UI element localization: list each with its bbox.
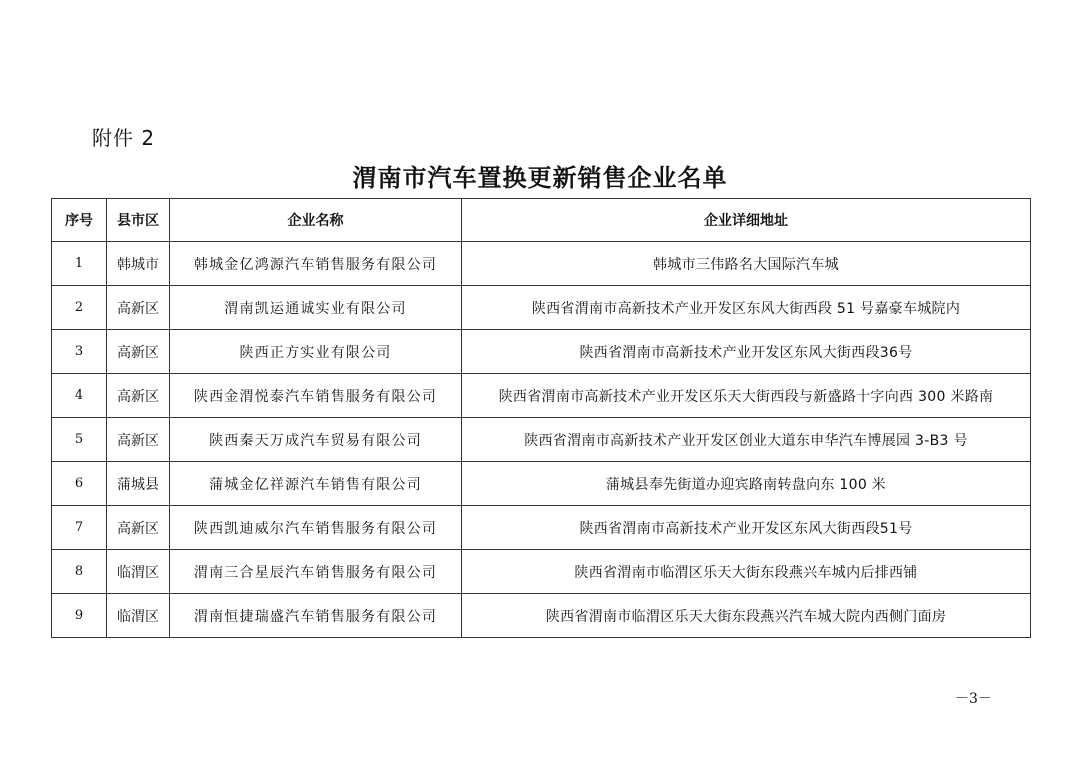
row-company: 渭南三合星辰汽车销售服务有限公司 [170, 550, 462, 594]
table-row [52, 330, 1031, 374]
row-district: 高新区 [107, 418, 170, 462]
row-district: 高新区 [107, 286, 170, 330]
row-company: 渭南恒捷瑞盛汽车销售服务有限公司 [170, 594, 462, 638]
row-address: 陕西省渭南市高新技术产业开发区乐天大街西段与新盛路十字向西 300 米路南 [462, 374, 1031, 418]
row-company: 陕西凯迪威尔汽车销售服务有限公司 [170, 506, 462, 550]
row-index: 1 [52, 242, 107, 286]
table-row [52, 374, 1031, 418]
row-address: 陕西省渭南市高新技术产业开发区创业大道东申华汽车博展园 3-B3 号 [462, 418, 1031, 462]
row-index: 2 [52, 286, 107, 330]
header-company: 企业名称 [170, 199, 462, 242]
row-district: 高新区 [107, 374, 170, 418]
company-list-table [51, 198, 1031, 638]
row-address: 陕西省渭南市高新技术产业开发区东风大街西段51号 [462, 506, 1031, 550]
row-address: 蒲城县奉先街道办迎宾路南转盘向东 100 米 [462, 462, 1031, 506]
row-address: 陕西省渭南市临渭区乐天大街东段燕兴汽车城大院内西侧门面房 [462, 594, 1031, 638]
table-row [52, 506, 1031, 550]
row-address: 陕西省渭南市临渭区乐天大街东段燕兴车城内后排西铺 [462, 550, 1031, 594]
table-header-row [52, 199, 1031, 242]
row-company: 陕西金渭悦泰汽车销售服务有限公司 [170, 374, 462, 418]
row-index: 6 [52, 462, 107, 506]
table-row [52, 594, 1031, 638]
attachment-label: 附件 2 [92, 126, 156, 150]
table-row [52, 286, 1031, 330]
row-address: 韩城市三伟路名大国际汽车城 [462, 242, 1031, 286]
row-district: 韩城市 [107, 242, 170, 286]
header-index: 序号 [52, 199, 107, 242]
row-district: 蒲城县 [107, 462, 170, 506]
row-index: 4 [52, 374, 107, 418]
table-row [52, 418, 1031, 462]
table-row [52, 242, 1031, 286]
table-row [52, 550, 1031, 594]
header-district: 县市区 [107, 199, 170, 242]
row-company: 陕西秦天万成汽车贸易有限公司 [170, 418, 462, 462]
row-company: 渭南凯运通诚实业有限公司 [170, 286, 462, 330]
row-district: 高新区 [107, 330, 170, 374]
row-company: 韩城金亿鸿源汽车销售服务有限公司 [170, 242, 462, 286]
row-company: 蒲城金亿祥源汽车销售有限公司 [170, 462, 462, 506]
row-company: 陕西正方实业有限公司 [170, 330, 462, 374]
row-index: 7 [52, 506, 107, 550]
row-index: 5 [52, 418, 107, 462]
row-district: 临渭区 [107, 594, 170, 638]
row-address: 陕西省渭南市高新技术产业开发区东风大街西段 51 号嘉豪车城院内 [462, 286, 1031, 330]
row-address: 陕西省渭南市高新技术产业开发区东风大街西段36号 [462, 330, 1031, 374]
row-index: 8 [52, 550, 107, 594]
table-row [52, 462, 1031, 506]
row-index: 3 [52, 330, 107, 374]
page-number: －3－ [955, 691, 992, 707]
row-index: 9 [52, 594, 107, 638]
row-district: 临渭区 [107, 550, 170, 594]
row-district: 高新区 [107, 506, 170, 550]
header-address: 企业详细地址 [462, 199, 1031, 242]
document-title: 渭南市汽车置换更新销售企业名单 [352, 163, 728, 192]
